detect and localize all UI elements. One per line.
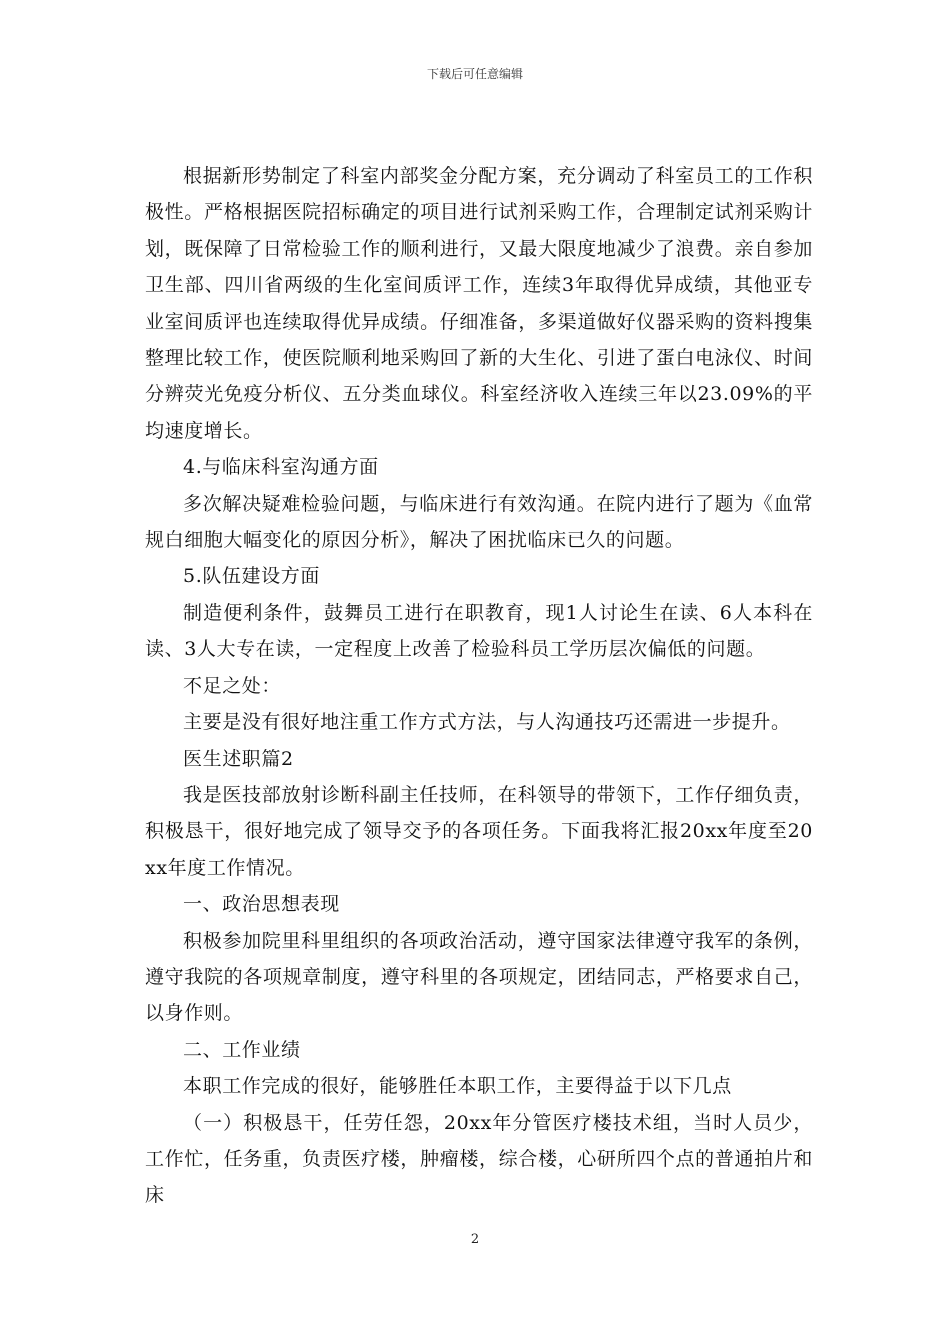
section-heading: 一、政治思想表现 <box>183 893 340 916</box>
paragraph: 制造便利条件，鼓舞员工进行在职教育，现1人讨论生在读、6人本科在读、3人大专在读，一定程度上改善了检验科员工学历层次偏低的问题。 <box>145 601 813 661</box>
page-header-note: 下载后可任意编辑 <box>426 67 523 81</box>
section-heading: 不足之处： <box>183 674 282 697</box>
paragraph: 本职工作完成的很好，能够胜任本职工作，主要得益于以下几点 <box>183 1075 732 1098</box>
paragraph: （一）积极恳干，任劳任怨，20xx年分管医疗楼技术组，当时人员少，工作忙，任务重，负责医疗楼，肿瘤楼，综合楼，心研所四个点的普通拍片和床 <box>145 1111 813 1207</box>
section-heading: 5.队伍建设方面 <box>183 565 320 588</box>
page-number: 2 <box>470 1232 480 1247</box>
section-heading: 4.与临床科室沟通方面 <box>183 456 379 479</box>
paragraph: 主要是没有很好地注重工作方式方法，与人沟通技巧还需进一步提升。 <box>183 711 791 734</box>
paragraph: 我是医技部放射诊断科副主任技师，在科领导的带领下，工作仔细负责，积极恳干，很好地完成了领导交予的各项任务。下面我将汇报20xx年度至20xx年度工作情况。 <box>145 783 813 879</box>
paragraph: 积极参加院里科里组织的各项政治活动，遵守国家法律遵守我军的条例，遵守我院的各项规章制度，遵守科里的各项规定，团结同志，严格要求自己，以身作则。 <box>145 929 813 1025</box>
section-heading: 医生述职篇2 <box>183 747 294 770</box>
document-body <box>145 158 813 1214</box>
paragraph: 根据新形势制定了科室内部奖金分配方案，充分调动了科室员工的工作积极性。严格根据医院招标确定的项目进行试剂采购工作，合理制定试剂采购计划，既保障了日常检验工作的顺利进行，又最大限度地减少了浪费。亲自参加卫生部、四川省两级的生化室间质评工作，连续3年取得优异成绩，其他亚专业室间质评也连续取得优异成绩。仔细准备，多渠道做好仪器采购的资料搜集整理比较工作，使医院顺利地采购回了新的大生化、引进了蛋白电泳仪、时间分辨荧光免疫分析仪、五分类血球仪。科室经济收入连续三年以23.09%的平均速度增长。 <box>145 165 813 442</box>
paragraph: 多次解决疑难检验问题，与临床进行有效沟通。在院内进行了题为《血常规白细胞大幅变化的原因分析》，解决了困扰临床已久的问题。 <box>145 492 813 552</box>
section-heading: 二、工作业绩 <box>183 1038 301 1061</box>
